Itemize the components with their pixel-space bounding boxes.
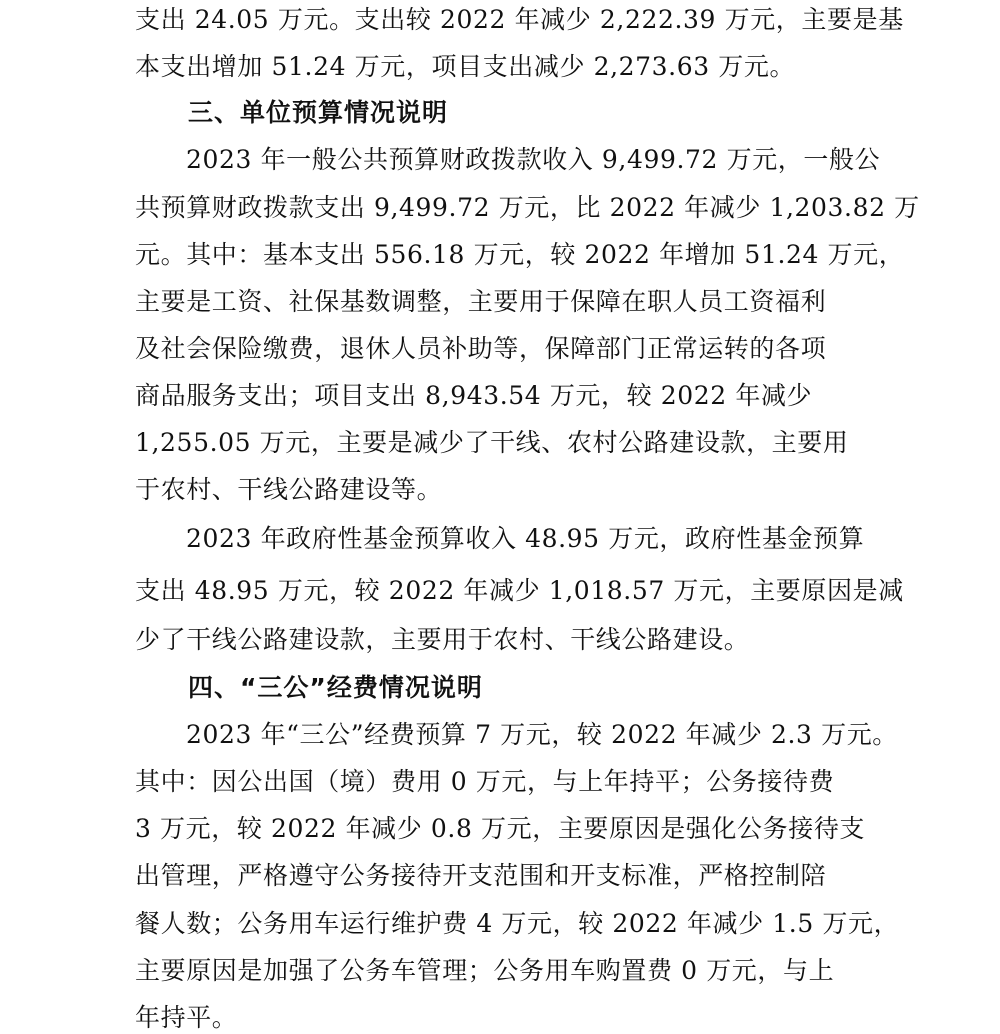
paragraph-line: 年持平。 [135, 1003, 238, 1032]
paragraph-line: 元。其中：基本支出 556.18 万元，较 2022 年增加 51.24 万元， [135, 240, 905, 269]
section-heading-three-public: 四、“三公”经费情况说明 [188, 673, 483, 702]
paragraph-line: 1,255.05 万元，主要是减少了干线、农村公路建设款，主要用 [135, 428, 849, 457]
paragraph-line: 本支出增加 51.24 万元，项目支出减少 2,273.63 万元。 [135, 52, 796, 81]
section-heading-unit-budget: 三、单位预算情况说明 [188, 98, 449, 127]
paragraph-line: 于农村、干线公路建设等。 [135, 475, 443, 504]
paragraph-line: 少了干线公路建设款，主要用于农村、干线公路建设。 [135, 625, 750, 654]
paragraph-line: 其中：因公出国（境）费用 0 万元，与上年持平；公务接待费 [135, 767, 835, 796]
paragraph-line: 主要原因是加强了公务车管理；公务用车购置费 0 万元，与上 [135, 956, 835, 985]
paragraph-line: 商品服务支出；项目支出 8,943.54 万元，较 2022 年减少 [135, 381, 813, 410]
paragraph-line: 支出 48.95 万元，较 2022 年减少 1,018.57 万元，主要原因是减 [135, 576, 904, 605]
paragraph-line: 共预算财政拨款支出 9,499.72 万元，比 2022 年减少 1,203.82 万 [135, 193, 920, 222]
paragraph-line: 2023 年“三公”经费预算 7 万元，较 2022 年减少 2.3 万元。 [186, 720, 898, 749]
paragraph-line: 出管理，严格遵守公务接待开支范围和开支标准，严格控制陪 [135, 861, 827, 890]
paragraph-line: 主要是工资、社保基数调整，主要用于保障在职人员工资福利 [135, 287, 827, 316]
paragraph-line: 及社会保险缴费，退休人员补助等，保障部门正常运转的各项 [135, 334, 827, 363]
paragraph-line: 2023 年政府性基金预算收入 48.95 万元，政府性基金预算 [186, 524, 865, 553]
paragraph-line: 3 万元，较 2022 年减少 0.8 万元，主要原因是强化公务接待支 [135, 814, 866, 843]
paragraph-line: 餐人数；公务用车运行维护费 4 万元，较 2022 年减少 1.5 万元， [135, 909, 900, 938]
paragraph-line: 2023 年一般公共预算财政拨款收入 9,499.72 万元，一般公 [186, 145, 881, 174]
paragraph-line: 支出 24.05 万元。支出较 2022 年减少 2,222.39 万元，主要是基 [135, 5, 904, 34]
